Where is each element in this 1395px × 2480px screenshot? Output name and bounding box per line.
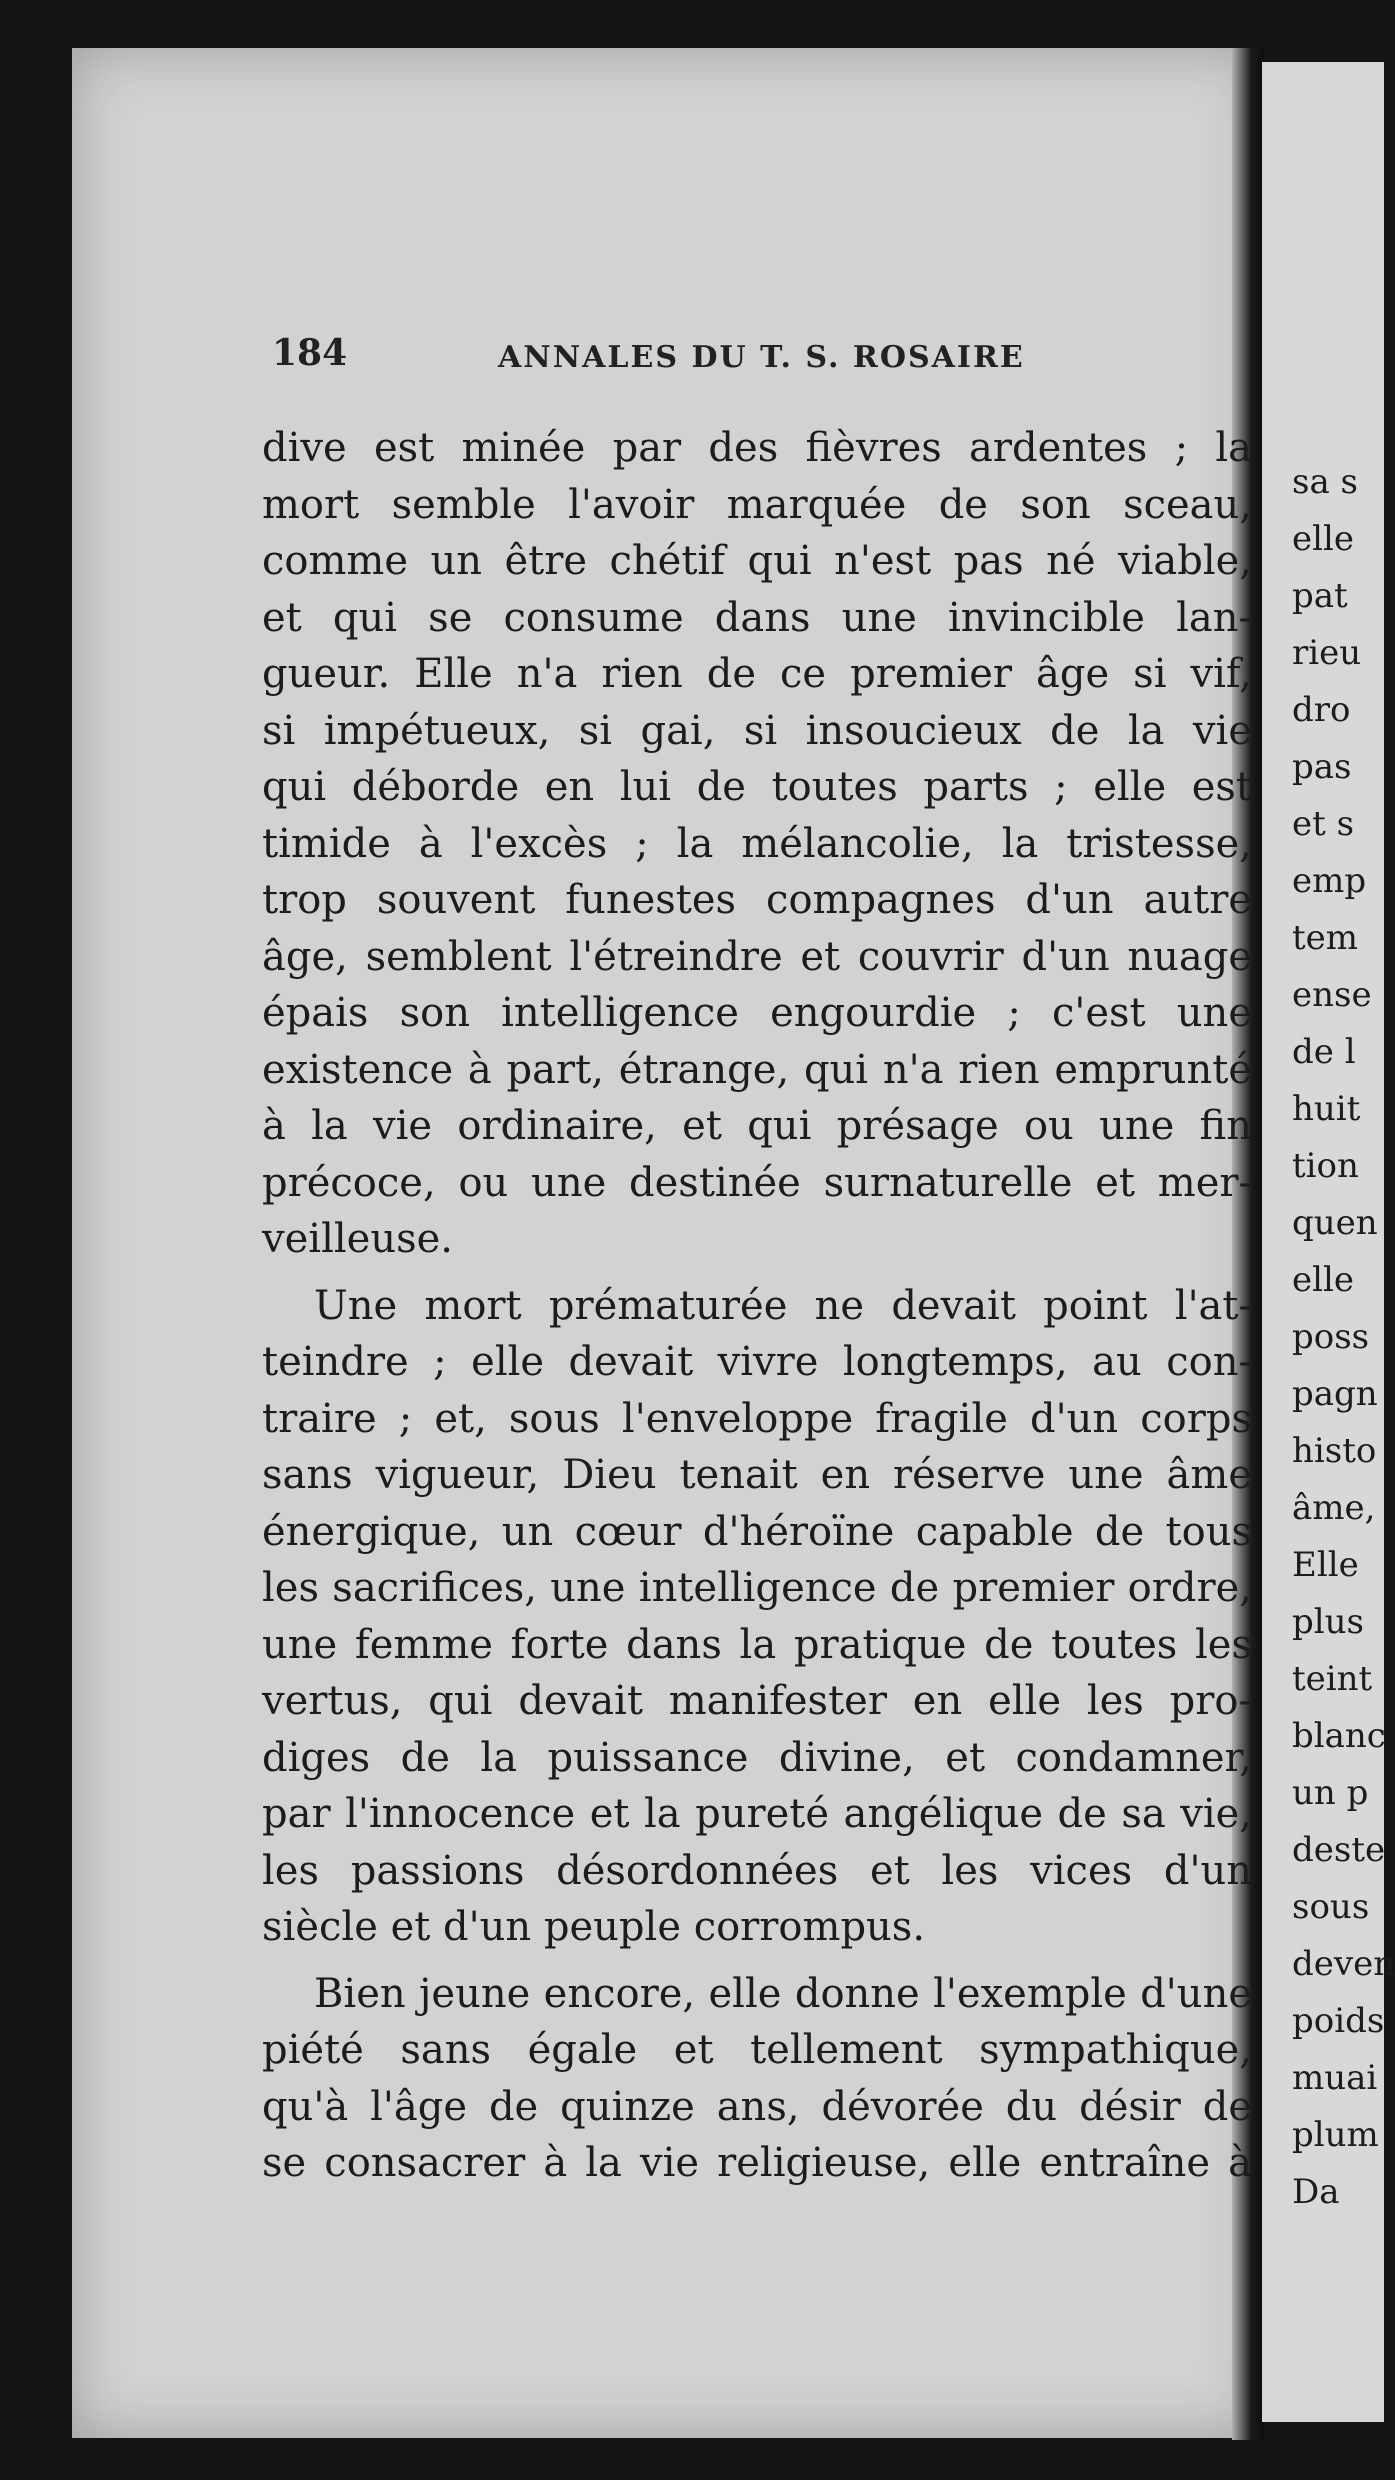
text-line: les passions désordonnées et les vices d'un [262, 1847, 1252, 1894]
text-line: à la vie ordinaire, et qui présage ou une fin [262, 1103, 1252, 1149]
facing-page-fragment: blanc [1292, 1716, 1386, 1756]
paragraph-2 [262, 1278, 1252, 1956]
text-line: timide à l'excès ; la mélancolie, la tristesse, [262, 820, 1252, 867]
facing-page-fragment: elle [1292, 1260, 1354, 1300]
text-line: énergique, un cœur d'héroïne capable de tous [262, 1508, 1252, 1555]
facing-page-fragment: pat [1292, 576, 1348, 616]
paragraph-3 [262, 1966, 1252, 2192]
text-line: comme un être chétif qui n'est pas né viable, [262, 538, 1252, 584]
text-line: diges de la puissance divine, et condamner, [262, 1734, 1252, 1781]
text-line: âge, semblent l'étreindre et couvrir d'un nuage [262, 933, 1252, 980]
text-line: mort semble l'avoir marquée de son sceau, [262, 481, 1252, 528]
text-line: épais son intelligence engourdie ; c'est une [262, 990, 1252, 1036]
facing-page-fragment: et s [1292, 804, 1355, 844]
text-line: piété sans égale et tellement sympathique, [262, 2027, 1252, 2073]
facing-page-fragment: ense [1292, 975, 1372, 1015]
facing-page-fragment: rieu [1292, 633, 1362, 673]
facing-page-fragment: Elle [1292, 1545, 1359, 1585]
text-line: teindre ; elle devait vivre longtemps, au con- [262, 1339, 1252, 1385]
facing-page-fragment: âme, [1292, 1488, 1376, 1528]
running-head [272, 332, 1102, 392]
facing-page-fragment: plum [1292, 2115, 1379, 2155]
facing-page-fragment: muai [1292, 2058, 1378, 2098]
page-number: 184 [272, 332, 348, 374]
text-line: trop souvent funestes compagnes d'un autre [262, 877, 1252, 923]
facing-page-fragment: emp [1292, 861, 1367, 901]
facing-page-fragment: histo [1292, 1431, 1377, 1471]
facing-page-fragment: deste [1292, 1830, 1386, 1870]
text-line: Bien jeune encore, elle donne l'exemple d'une [314, 1970, 1252, 2017]
facing-page-fragment: pagn [1292, 1374, 1378, 1414]
paragraph-1 [262, 420, 1252, 1268]
facing-page-fragment: huit [1292, 1089, 1361, 1129]
running-title: ANNALES DU T. S. ROSAIRE [498, 340, 1025, 375]
facing-page-fragment: quen [1292, 1203, 1378, 1243]
text-line: se consacrer à la vie religieuse, elle entraîne à [262, 2140, 1252, 2186]
facing-page-fragment: sa s [1292, 462, 1358, 502]
text-line: traire ; et, sous l'enveloppe fragile d'un corps [262, 1395, 1252, 1442]
facing-page-fragment: tion [1292, 1146, 1359, 1186]
facing-page-fragment: poids [1292, 2001, 1385, 2041]
facing-page-fragment: un p [1292, 1773, 1369, 1813]
text-line: les sacrifices, une intelligence de premier ordre, [262, 1565, 1252, 1611]
text-line: une femme forte dans la pratique de toutes les [262, 1621, 1252, 1668]
facing-page-fragment: dro [1292, 690, 1351, 730]
facing-page-fragment: plus [1292, 1602, 1364, 1642]
text-line: sans vigueur, Dieu tenait en réserve une âme [262, 1452, 1252, 1498]
text-line: vertus, qui devait manifester en elle les pro- [262, 1678, 1252, 1724]
text-line: qu'à l'âge de quinze ans, dévorée du désir de [262, 2083, 1252, 2130]
facing-page-fragment: sous [1292, 1887, 1370, 1927]
facing-page-fragment: pas [1292, 747, 1352, 787]
text-line: par l'innocence et la pureté angélique de sa vie, [262, 1791, 1252, 1837]
text-line: si impétueux, si gai, si insoucieux de la vie [262, 707, 1252, 754]
body-text [262, 420, 1252, 2192]
facing-page-fragment: poss [1292, 1317, 1370, 1357]
facing-page-fragment: Da [1292, 2172, 1340, 2212]
text-line: gueur. Elle n'a rien de ce premier âge si vif, [262, 651, 1252, 697]
facing-page-fragment: teint [1292, 1659, 1373, 1699]
text-line: qui déborde en lui de toutes parts ; elle est [262, 764, 1252, 810]
text-line: veilleuse. [262, 1216, 453, 1262]
facing-page-fragment: tem [1292, 918, 1359, 958]
text-line: Une mort prématurée ne devait point l'at- [314, 1282, 1252, 1329]
facing-page-fragment: de l [1292, 1032, 1356, 1072]
facing-page-fragment: elle [1292, 519, 1354, 559]
text-line: dive est minée par des fièvres ardentes ; la [262, 425, 1252, 471]
facing-page [1262, 62, 1395, 2422]
text-line: existence à part, étrange, qui n'a rien emprunté [262, 1046, 1252, 1093]
text-line: siècle et d'un peuple corrompus. [262, 1904, 926, 1950]
text-line: précoce, ou une destinée surnaturelle et mer- [262, 1159, 1252, 1206]
text-line: et qui se consume dans une invincible lan- [262, 594, 1252, 641]
facing-page-fragment: deven [1292, 1944, 1395, 1984]
